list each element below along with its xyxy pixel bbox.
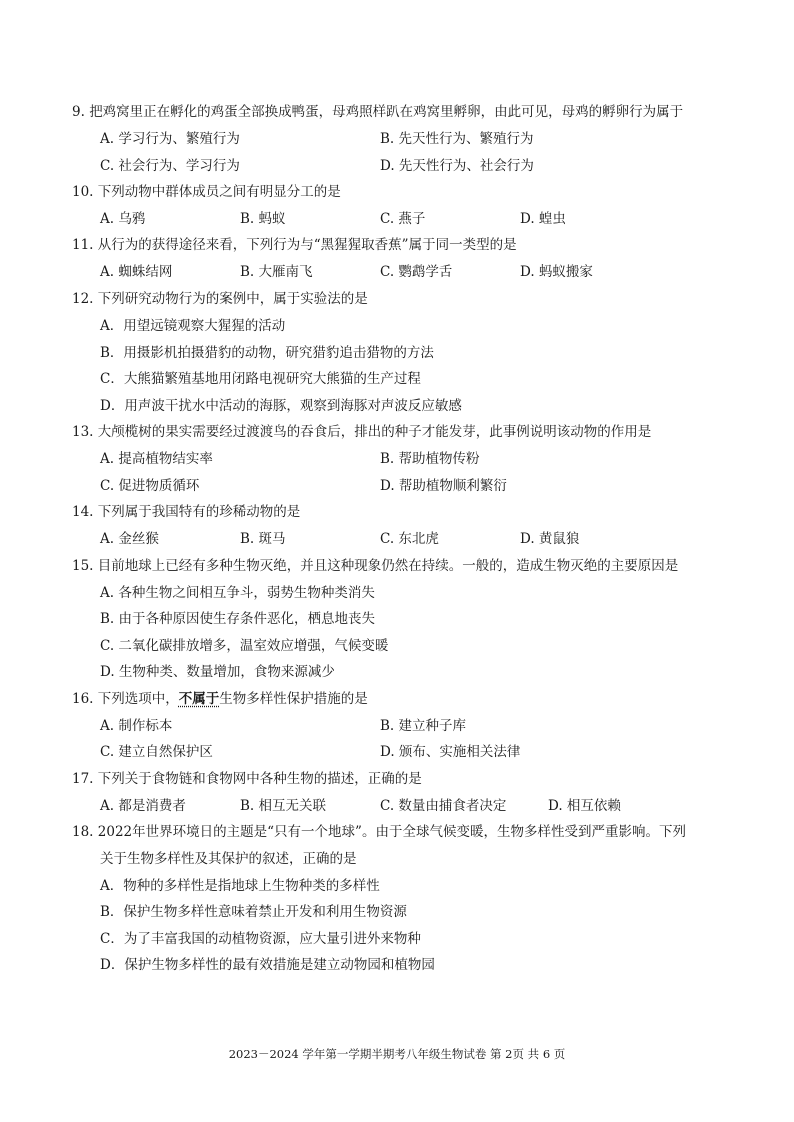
question-text: 下列关于食物链和食物网中各种生物的描述，正确的是 [97, 771, 422, 787]
question-18 [72, 823, 686, 841]
option-c: C. 二氧化碳排放增多，温室效应增强，气候变暖 [100, 638, 389, 654]
option-b: B. 相互无关联 [240, 798, 327, 814]
option-b: B．保护生物多样性意味着禁止开发和利用生物资源 [100, 904, 407, 920]
option-d: D．保护生物多样性的最有效措施是建立动物园和植物园 [100, 957, 435, 973]
question-text: 大颅榄树的果实需要经过渡渡鸟的吞食后，排出的种子才能发芽，此事例说明该动物的作用是 [97, 424, 652, 440]
option-b: B. 大雁南飞 [240, 264, 313, 280]
option-a: A．用望远镜观察大猩猩的活动 [100, 318, 286, 334]
option-c: C. 建立自然保护区 [100, 744, 213, 760]
option-b: B. 先天性行为、繁殖行为 [380, 131, 534, 147]
option-b: B. 由于各种原因使生存条件恶化，栖息地丧失 [100, 611, 376, 627]
question-number: 17. [72, 771, 94, 787]
question-text-after: 生物多样性保护措施的是 [219, 691, 368, 707]
option-a: A. 制作标本 [100, 718, 173, 734]
page-footer: 2023－2024 学年第一学期半期考八年级生物试卷 第 2页 共 6 页 [228, 1047, 566, 1061]
question-text: 目前地球上已经有多种生物灭绝，并且这种现象仍然在持续。一般的，造成生物灭绝的主要原因是 [97, 558, 679, 574]
question-text: 下列属于我国特有的珍稀动物的是 [97, 504, 301, 520]
question-number: 12. [72, 291, 94, 307]
option-d: D. 黄鼠狼 [520, 531, 580, 547]
option-c: C. 社会行为、学习行为 [100, 158, 240, 174]
option-d: D. 先天性行为、社会行为 [380, 158, 534, 174]
option-d: D. 蝗虫 [520, 211, 566, 227]
question-9 [72, 103, 683, 121]
question-number: 16. [72, 691, 94, 707]
option-a: A. 学习行为、繁殖行为 [100, 131, 240, 147]
question-text: 下列研究动物行为的案例中，属于实验法的是 [97, 291, 368, 307]
question-emphasis: 不属于 [178, 691, 220, 707]
question-10 [72, 183, 341, 201]
option-c: C. 燕子 [380, 211, 426, 227]
option-a: A. 各种生物之间相互争斗，弱势生物种类消失 [100, 585, 375, 601]
option-c: C. 数量由捕食者决定 [380, 798, 507, 814]
question-number: 11. [72, 237, 94, 253]
option-d: D. 颁布、实施相关法律 [380, 744, 521, 760]
question-15 [72, 557, 678, 575]
question-number: 13. [72, 424, 94, 440]
option-b: B. 蚂蚁 [240, 211, 286, 227]
question-16 [72, 690, 368, 708]
option-a: A．物种的多样性是指地球上生物种类的多样性 [100, 878, 380, 894]
question-text: 从行为的获得途径来看，下列行为与“黑猩猩取香蕉”属于同一类型的是 [97, 237, 517, 253]
option-b: B. 建立种子库 [380, 718, 467, 734]
question-number: 9. [72, 104, 85, 120]
option-a: A. 蜘蛛结网 [100, 264, 173, 280]
question-17 [72, 770, 422, 788]
option-c: C. 促进物质循环 [100, 478, 200, 494]
option-a: A. 乌鸦 [100, 211, 146, 227]
question-text: 2022年世界环境日的主题是“只有一个地球”。由于全球气候变暖，生物多样性受到严重影响。下列 [97, 824, 686, 840]
option-b: B．用摄影机拍摄猎豹的动物，研究猎豹追击猎物的方法 [100, 345, 434, 361]
option-c: C. 东北虎 [380, 531, 439, 547]
question-number: 18. [72, 824, 94, 840]
option-d: D. 生物种类、数量增加，食物来源减少 [100, 664, 335, 680]
option-a: A. 都是消费者 [100, 798, 186, 814]
option-d: D. 相互依赖 [548, 798, 621, 814]
question-number: 15. [72, 558, 94, 574]
question-text-before: 下列选项中， [97, 691, 179, 707]
question-text: 把鸡窝里正在孵化的鸡蛋全部换成鸭蛋，母鸡照样趴在鸡窝里孵卵，由此可见，母鸡的孵卵行为属于 [89, 104, 684, 120]
option-c: C．大熊猫繁殖基地用闭路电视研究大熊猫的生产过程 [100, 371, 421, 387]
question-11 [72, 236, 517, 254]
question-number: 14. [72, 504, 94, 520]
option-c: C．为了丰富我国的动植物资源，应大量引进外来物种 [100, 931, 421, 947]
option-d: D. 蚂蚁搬家 [520, 264, 593, 280]
option-d: D. 帮助植物顺利繁衍 [380, 478, 507, 494]
option-b: B. 斑马 [240, 531, 286, 547]
question-18-line2: 关于生物多样性及其保护的叙述，正确的是 [100, 851, 357, 867]
question-13 [72, 423, 651, 441]
option-a: A. 金丝猴 [100, 531, 159, 547]
option-a: A. 提高植物结实率 [100, 451, 213, 467]
question-text: 下列动物中群体成员之间有明显分工的是 [97, 184, 341, 200]
question-12 [72, 290, 368, 308]
option-b: B. 帮助植物传粉 [380, 451, 480, 467]
question-number: 10. [72, 184, 94, 200]
option-c: C. 鹦鹉学舌 [380, 264, 453, 280]
question-14 [72, 503, 300, 521]
option-d: D．用声波干扰水中活动的海豚，观察到海豚对声波反应敏感 [100, 398, 462, 414]
